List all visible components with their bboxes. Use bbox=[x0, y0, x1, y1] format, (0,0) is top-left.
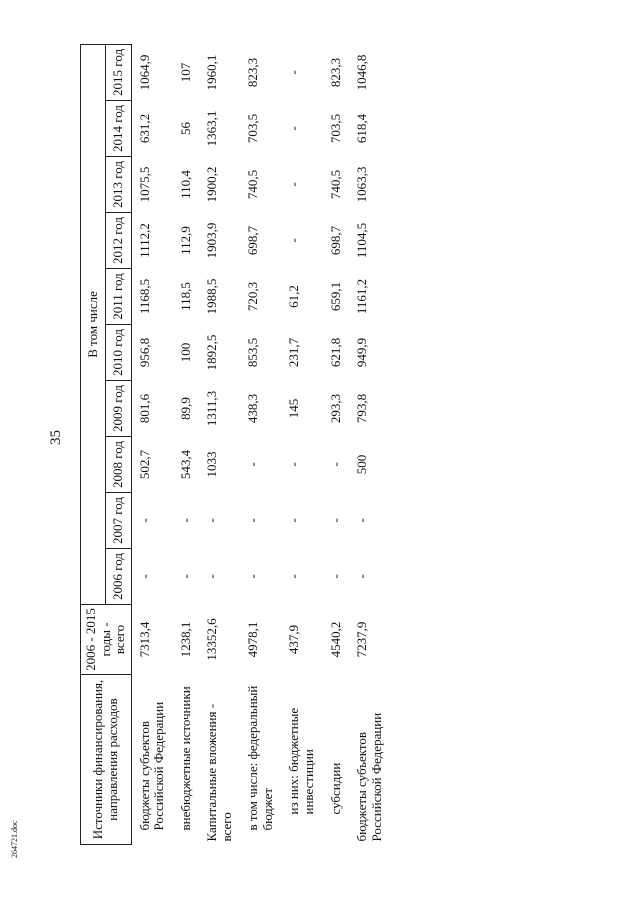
row-label: бюджеты субъектов Российской Федерации bbox=[136, 701, 167, 831]
cell-value: 1988,5 bbox=[204, 278, 220, 315]
cell-value: 1311,3 bbox=[204, 390, 220, 427]
cell-value: 293,3 bbox=[327, 393, 343, 424]
header-group-label: В том числе bbox=[81, 44, 106, 604]
financing-table bbox=[80, 44, 394, 845]
row-total: 4978,1 bbox=[245, 621, 261, 658]
cell-value: 1900,2 bbox=[204, 166, 220, 203]
cell-value: 659,1 bbox=[327, 281, 343, 312]
row-total: 13352,6 bbox=[204, 618, 220, 661]
header-year: 2013 год bbox=[106, 157, 131, 213]
cell-value: - bbox=[245, 462, 261, 467]
row-label: Капитальные вложения - всего bbox=[204, 703, 234, 842]
cell-value: 231,7 bbox=[286, 337, 302, 368]
cell-value: - bbox=[286, 126, 302, 131]
cell-value: - bbox=[136, 518, 152, 523]
cell-value: - bbox=[286, 574, 302, 579]
cell-value: - bbox=[327, 574, 343, 579]
table-row bbox=[323, 44, 350, 844]
cell-value: 1063,3 bbox=[354, 166, 370, 203]
cell-value: 1168,5 bbox=[136, 278, 152, 315]
row-label: в том числе: федеральный бюджет bbox=[245, 685, 275, 831]
cell-value: 1075,5 bbox=[136, 166, 152, 203]
cell-value: - bbox=[286, 70, 302, 75]
cell-value: 1033 bbox=[204, 451, 220, 478]
header-year: 2009 год bbox=[106, 381, 131, 437]
cell-value: - bbox=[204, 574, 220, 579]
header-year: 2008 год bbox=[106, 437, 131, 493]
row-total: 1238,1 bbox=[177, 621, 193, 658]
cell-value: 740,5 bbox=[245, 169, 261, 200]
cell-value: 1892,5 bbox=[204, 334, 220, 371]
header-year: 2010 год bbox=[106, 325, 131, 381]
cell-value: 1046,8 bbox=[354, 54, 370, 91]
cell-value: 500 bbox=[354, 454, 370, 475]
cell-value: 698,7 bbox=[245, 225, 261, 256]
cell-value: - bbox=[177, 518, 193, 523]
cell-value: 793,8 bbox=[354, 393, 370, 424]
cell-value: 543,4 bbox=[177, 449, 193, 480]
header-year: 2015 год bbox=[106, 44, 131, 100]
cell-value: - bbox=[136, 574, 152, 579]
row-label: субсидии bbox=[327, 762, 343, 815]
cell-value: 61,2 bbox=[286, 285, 302, 308]
row-total: 7237,9 bbox=[354, 621, 370, 658]
cell-value: 89,9 bbox=[177, 397, 193, 420]
document-filename: 264721.doc bbox=[10, 820, 19, 858]
cell-value: 1161,2 bbox=[354, 278, 370, 315]
header-year: 2007 год bbox=[106, 493, 131, 549]
page-number: 35 bbox=[48, 430, 64, 445]
cell-value: 631,2 bbox=[136, 113, 152, 144]
cell-value: - bbox=[286, 518, 302, 523]
cell-value: - bbox=[245, 518, 261, 523]
cell-value: 703,5 bbox=[245, 113, 261, 144]
cell-value: 720,3 bbox=[245, 281, 261, 312]
cell-value: 438,3 bbox=[245, 393, 261, 424]
header-year: 2006 год bbox=[106, 549, 131, 605]
cell-value: 703,5 bbox=[327, 113, 343, 144]
cell-value: - bbox=[286, 238, 302, 243]
cell-value: 956,8 bbox=[136, 337, 152, 368]
table-row bbox=[199, 44, 240, 844]
rotated-financing-table bbox=[80, 45, 600, 845]
cell-value: - bbox=[245, 574, 261, 579]
cell-value: - bbox=[286, 182, 302, 187]
cell-value: 1363,1 bbox=[204, 110, 220, 147]
table-row bbox=[131, 44, 173, 844]
cell-value: 110,4 bbox=[177, 170, 193, 199]
cell-value: 1064,9 bbox=[136, 54, 152, 91]
table-row bbox=[173, 44, 200, 844]
cell-value: 621,8 bbox=[327, 337, 343, 368]
cell-value: 1903,9 bbox=[204, 222, 220, 259]
cell-value: 823,3 bbox=[327, 57, 343, 88]
header-year: 2011 год bbox=[106, 269, 131, 325]
cell-value: 100 bbox=[177, 342, 193, 363]
header-year: 2014 год bbox=[106, 101, 131, 157]
cell-value: 1960,1 bbox=[204, 54, 220, 91]
cell-value: 112,9 bbox=[177, 226, 193, 255]
cell-value: 145 bbox=[286, 398, 302, 419]
cell-value: - bbox=[286, 462, 302, 467]
cell-value: 949,9 bbox=[354, 337, 370, 368]
header-total: 2006 - 2015 годы - всего bbox=[81, 605, 132, 675]
row-label: бюджеты субъектов Российской Федерации bbox=[354, 712, 384, 842]
cell-value: 740,5 bbox=[327, 169, 343, 200]
row-total: 7313,4 bbox=[136, 621, 152, 658]
row-label: из них: бюджетные инвестиции bbox=[286, 707, 317, 815]
cell-value: 698,7 bbox=[327, 225, 343, 256]
row-label: внебюджетные источники bbox=[177, 686, 193, 831]
cell-value: 56 bbox=[177, 122, 193, 135]
cell-value: 502,7 bbox=[136, 449, 152, 480]
cell-value: - bbox=[327, 518, 343, 523]
cell-value: 853,5 bbox=[245, 337, 261, 368]
cell-value: - bbox=[354, 574, 370, 579]
cell-value: 801,6 bbox=[136, 393, 152, 424]
cell-value: 107 bbox=[177, 62, 193, 83]
table-row bbox=[281, 44, 322, 844]
row-total: 4540,2 bbox=[327, 621, 343, 658]
cell-value: 618,4 bbox=[354, 113, 370, 144]
cell-value: 1112,2 bbox=[136, 223, 152, 258]
cell-value: - bbox=[177, 574, 193, 579]
cell-value: 118,5 bbox=[177, 282, 193, 311]
cell-value: 823,3 bbox=[245, 57, 261, 88]
header-source: Источники финансирования, направления расходов bbox=[81, 675, 132, 845]
header-year: 2012 год bbox=[106, 213, 131, 269]
cell-value: - bbox=[327, 462, 343, 467]
cell-value: - bbox=[204, 518, 220, 523]
table-row bbox=[240, 44, 281, 844]
row-total: 437,9 bbox=[286, 624, 302, 655]
cell-value: - bbox=[354, 518, 370, 523]
cell-value: 1104,5 bbox=[354, 222, 370, 259]
table-row bbox=[349, 44, 394, 844]
